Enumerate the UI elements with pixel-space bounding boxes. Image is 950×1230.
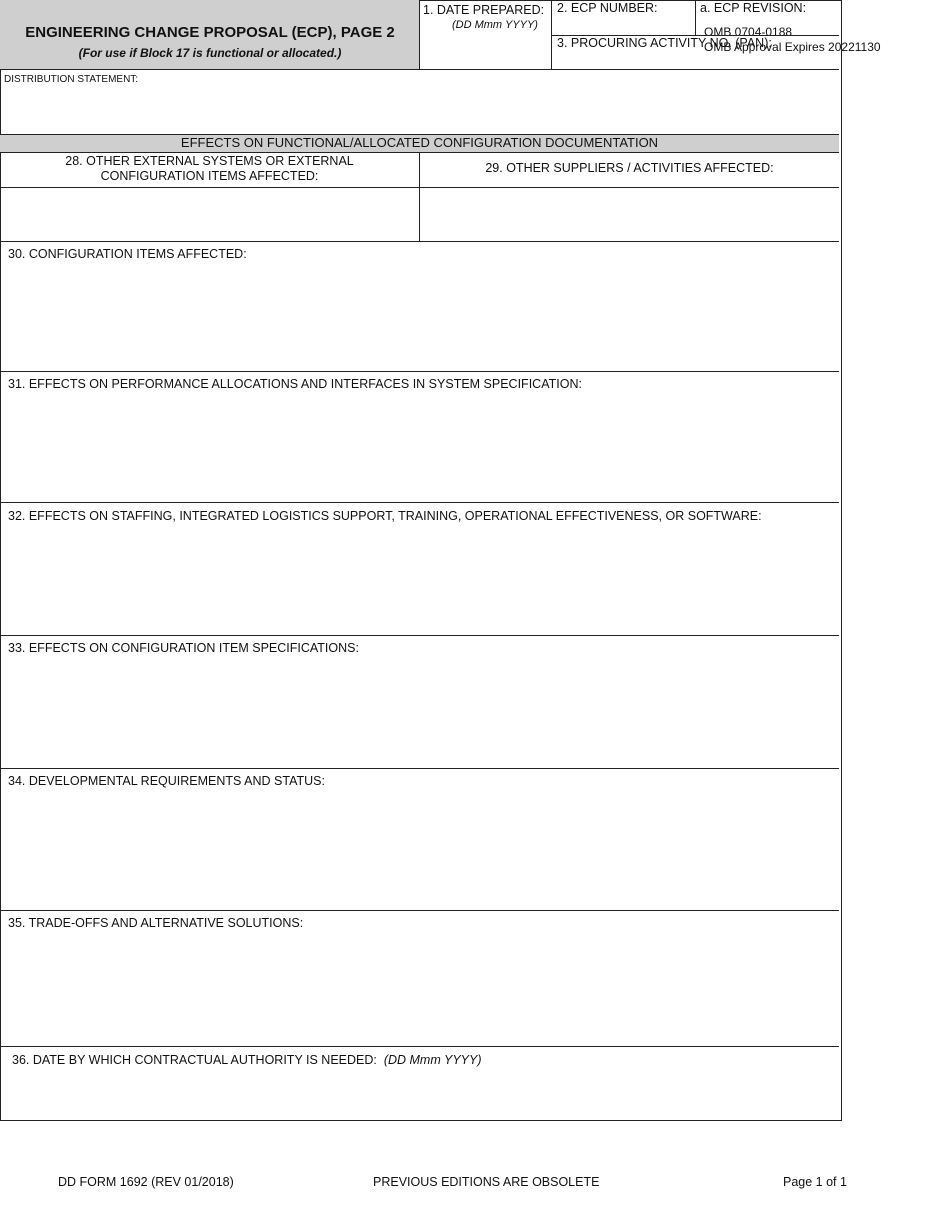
block-28-input[interactable] — [4, 190, 415, 238]
block-33-label: 33. EFFECTS ON CONFIGURATION ITEM SPECIFICATIONS: — [8, 641, 359, 655]
ecp-revision-input[interactable] — [698, 17, 836, 34]
block-33-input[interactable] — [8, 659, 832, 764]
form-title: ENGINEERING CHANGE PROPOSAL (ECP), PAGE 2 — [25, 24, 395, 41]
block-36-label — [12, 1053, 482, 1068]
ecp-number-input[interactable] — [555, 17, 692, 34]
pan-label: 3. PROCURING ACTIVITY NO. (PAN): — [557, 36, 772, 50]
date-prepared-format: (DD Mmm YYYY) — [452, 19, 538, 31]
block-36-label-text: 36. DATE BY WHICH CONTRACTUAL AUTHORITY IS NEEDED: — [12, 1053, 377, 1067]
ecp-revision-label: a. ECP REVISION: — [700, 1, 807, 15]
block-30-label: 30. CONFIGURATION ITEMS AFFECTED: — [8, 247, 247, 261]
date-prepared-input[interactable] — [423, 36, 547, 66]
form-subtitle: (For use if Block 17 is functional or allocated.) — [78, 46, 342, 60]
block-31-input[interactable] — [8, 395, 832, 498]
divider — [0, 635, 839, 636]
block-36-format: (DD Mmm YYYY) — [383, 1053, 482, 1067]
divider — [695, 0, 696, 35]
block-35-label: 35. TRADE-OFFS AND ALTERNATIVE SOLUTIONS: — [8, 916, 304, 930]
date-prepared-label: 1. DATE PREPARED: — [423, 3, 545, 17]
omb-expiry: OMB Approval Expires 20221130 — [704, 40, 881, 54]
divider — [0, 502, 839, 503]
footer-form-id: DD FORM 1692 (REV 01/2018) — [58, 1175, 234, 1189]
footer-editions: PREVIOUS EDITIONS ARE OBSOLETE — [373, 1175, 600, 1189]
block-31-label: 31. EFFECTS ON PERFORMANCE ALLOCATIONS AND INTERFACES IN SYSTEM SPECIFICATION: — [8, 377, 582, 391]
distribution-statement-label: DISTRIBUTION STATEMENT: — [4, 74, 139, 85]
divider — [419, 0, 420, 69]
footer-page: Page 1 of 1 — [783, 1175, 847, 1189]
block-32-label: 32. EFFECTS ON STAFFING, INTEGRATED LOGISTICS SUPPORT, TRAINING, OPERATIONAL EFFECTIVENESS, OR SOFTWARE: — [8, 509, 762, 523]
divider — [0, 69, 839, 70]
block-30-input[interactable] — [8, 265, 832, 367]
block-28-label-line2: CONFIGURATION ITEMS AFFECTED: — [100, 169, 319, 183]
block-32-input[interactable] — [8, 527, 832, 631]
block-29-label: 29. OTHER SUPPLIERS / ACTIVITIES AFFECTED: — [485, 161, 774, 175]
pan-input[interactable] — [555, 51, 835, 67]
block-28-label-line1: 28. OTHER EXTERNAL SYSTEMS OR EXTERNAL — [65, 154, 354, 168]
omb-number: OMB 0704-0188 — [704, 25, 793, 39]
ecp-number-label: 2. ECP NUMBER: — [557, 1, 658, 15]
divider — [0, 371, 839, 372]
divider — [0, 768, 839, 769]
block-35-input[interactable] — [8, 934, 832, 1042]
divider — [0, 187, 839, 188]
divider — [0, 1046, 839, 1047]
block-29-input[interactable] — [423, 190, 835, 238]
divider — [0, 241, 839, 242]
distribution-statement-input[interactable] — [4, 86, 834, 132]
section-heading: EFFECTS ON FUNCTIONAL/ALLOCATED CONFIGURATION DOCUMENTATION — [180, 135, 659, 150]
block-34-label: 34. DEVELOPMENTAL REQUIREMENTS AND STATUS: — [8, 774, 325, 788]
block-34-input[interactable] — [8, 792, 832, 906]
block-36-input[interactable] — [12, 1074, 832, 1110]
divider — [0, 910, 839, 911]
